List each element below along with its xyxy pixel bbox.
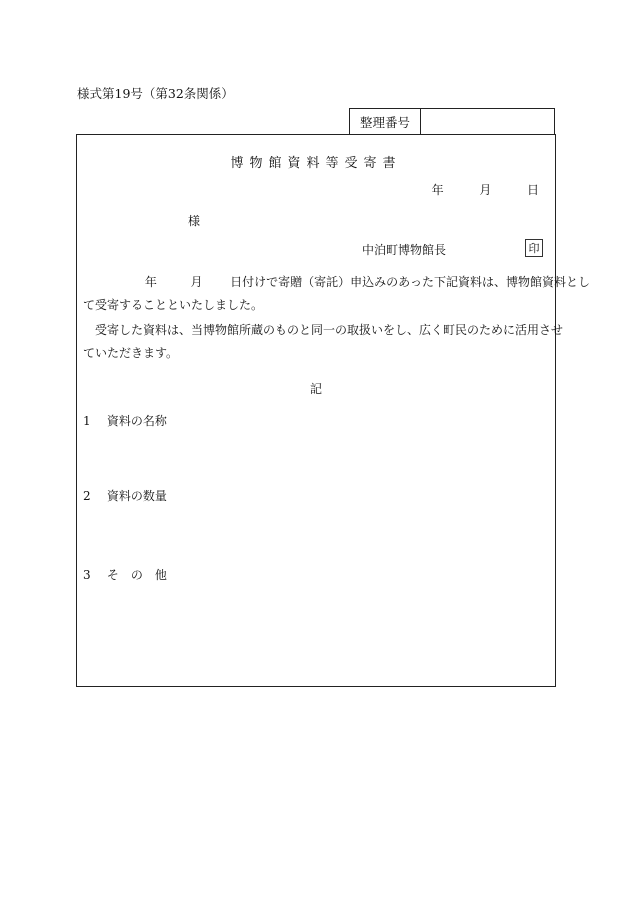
date-line xyxy=(432,181,539,198)
body-line-1 xyxy=(83,273,590,290)
item-3 xyxy=(83,566,167,583)
document-frame xyxy=(76,134,591,687)
body-month-label: 月 xyxy=(190,275,203,289)
body-line-2: て受寄することといたしました。 xyxy=(83,298,264,312)
ki-heading: 記 xyxy=(309,382,322,396)
document-title: 博物館資料等受寄書 xyxy=(230,156,402,171)
item-number: 2 xyxy=(83,489,91,503)
item-label: 資料の名称 xyxy=(106,414,167,428)
issuer-name: 中泊町博物館長 xyxy=(362,243,447,257)
item-2 xyxy=(83,487,167,504)
body-line-1-text: 日付けで寄贈（寄託）申込みのあった下記資料は、博物館資料とし xyxy=(230,275,591,289)
item-number: 3 xyxy=(83,568,91,582)
form-number-label: 様式第19号（第32条関係） xyxy=(77,86,234,101)
reference-number-field[interactable] xyxy=(421,109,554,134)
item-number: 1 xyxy=(83,414,91,428)
month-label: 月 xyxy=(479,183,492,197)
body-line-3: 受寄した資料は、当博物館所蔵のものと同一の取扱いをし、広く町民のために活用させ xyxy=(95,323,564,337)
item-label: 資料の数量 xyxy=(106,489,167,503)
day-label: 日 xyxy=(526,183,539,197)
item-label: そ の 他 xyxy=(106,568,167,582)
body-line-4: ていただきます。 xyxy=(83,346,179,360)
body-year-label: 年 xyxy=(144,275,157,289)
year-label: 年 xyxy=(431,183,444,197)
addressee-suffix: 様 xyxy=(188,214,201,228)
item-1 xyxy=(83,412,167,429)
seal-mark: 印 xyxy=(525,239,543,257)
reference-number-box xyxy=(349,108,555,134)
reference-number-label: 整理番号 xyxy=(350,109,421,134)
